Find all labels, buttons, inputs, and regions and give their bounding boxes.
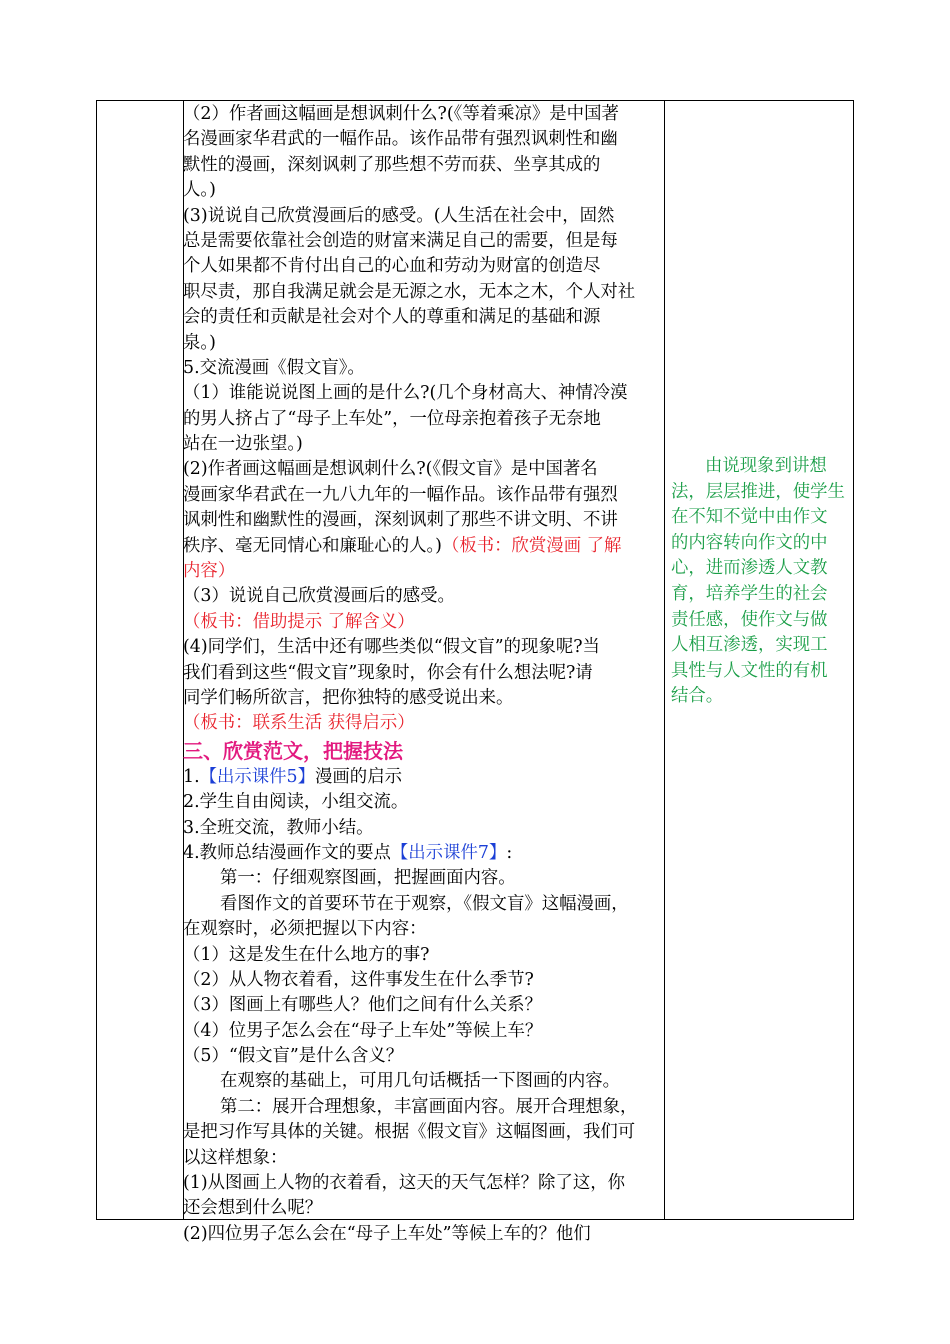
side-note-line: 的内容转向作文的中 bbox=[671, 532, 828, 553]
text-line: （2）从人物衣着看，这件事发生在什么季节? bbox=[183, 969, 534, 990]
courseware-tag: 【出示课件5】 bbox=[199, 766, 316, 787]
text-line: 的男人挤占了“母子上车处”，一位母亲抱着孩子无奈地 bbox=[183, 408, 601, 429]
text-span: 1. bbox=[183, 766, 200, 787]
design-intent-cell bbox=[671, 454, 851, 710]
column-divider-right bbox=[664, 101, 665, 1219]
text-line: 2.学生自由阅读，小组交流。 bbox=[183, 792, 409, 813]
text-line: （5）“假文盲”是什么含义？ bbox=[183, 1046, 404, 1067]
lesson-plan-table bbox=[96, 100, 854, 1244]
side-note-line: 责任感，使作文与做 bbox=[671, 609, 828, 630]
text-line: （2）作者画这幅画是想讽刺什么?(《等着乘凉》是中国著 bbox=[183, 104, 619, 124]
text-line: 在观察的基础上，可用几句话概括一下图画的内容。 bbox=[220, 1071, 620, 1092]
text-line: 默性的漫画，深刻讽刺了那些想不劳而获、坐享其成的 bbox=[183, 154, 601, 175]
text-line: 漫画家华君武在一九八九年的一幅作品。该作品带有强烈 bbox=[183, 484, 618, 505]
text-line: 以这样想象： bbox=[183, 1147, 288, 1168]
text-line: 看图作文的首要环节在于观察，《假文盲》这幅漫画， bbox=[220, 893, 629, 914]
text-line: 站在一边张望。) bbox=[183, 434, 303, 455]
section-heading: 三、欣赏范文，把握技法 bbox=[183, 738, 403, 763]
courseware-tag: 【出示课件7】 bbox=[390, 842, 507, 863]
text-line bbox=[183, 534, 661, 559]
text-line bbox=[183, 765, 661, 790]
text-line: 是把习作写具体的关键。根据《假文盲》这幅图画，我们可 bbox=[183, 1122, 636, 1143]
side-note-line: 在不知不觉中由作文 bbox=[671, 507, 828, 528]
text-line: （4）位男子怎么会在“母子上车处”等候上车？ bbox=[183, 1020, 543, 1041]
side-note-line: 人相互渗透，实现工 bbox=[671, 635, 828, 656]
text-span: : bbox=[506, 842, 513, 863]
text-line: 3.全班交流，教师小结。 bbox=[183, 817, 374, 838]
text-span: 漫画的启示 bbox=[315, 766, 402, 787]
text-line: 第二：展开合理想象，丰富画面内容。展开合理想象， bbox=[220, 1096, 638, 1117]
text-line: 泉。) bbox=[183, 332, 216, 353]
side-note-line: 由说现象到讲想 bbox=[705, 456, 827, 476]
text-line: 讽刺性和幽默性的漫画，深刻讽刺了那些不讲文明、不讲 bbox=[183, 510, 618, 531]
text-line: 5.交流漫画《假文盲》。 bbox=[183, 357, 365, 378]
side-note-line: 具性与人文性的有机 bbox=[671, 660, 828, 681]
side-note-line: 育，培养学生的社会 bbox=[671, 583, 828, 604]
text-line: (2)作者画这幅画是想讽刺什么?(《假文盲》是中国著名 bbox=[183, 459, 598, 480]
text-line: 职尽责，那自我满足就会是无源之水，无本之木，个人对社 bbox=[183, 281, 636, 302]
side-note-line: 心，进而渗透人文教 bbox=[671, 558, 828, 579]
text-line: 在观察时，必须把握以下内容： bbox=[183, 919, 427, 940]
text-line: （1）谁能说说图上画的是什么?(几个身材高大、神情冷漠 bbox=[183, 383, 628, 404]
text-line: (2)四位男子怎么会在“母子上车处”等候上车的？他们 bbox=[183, 1223, 591, 1244]
text-line: 人。) bbox=[183, 180, 216, 201]
text-line: 总是需要依靠社会创造的财富来满足自己的需要，但是每 bbox=[183, 230, 618, 251]
text-line: 我们看到这些“假文盲”现象时，你会有什么想法呢?请 bbox=[183, 662, 593, 683]
text-line: 名漫画家华君武的一幅作品。该作品带有强烈讽刺性和幽 bbox=[183, 129, 618, 150]
text-line: (1)从图画上人物的衣着看，这天的天气怎样？除了这，你 bbox=[183, 1173, 626, 1194]
teaching-process-cell bbox=[183, 102, 661, 1247]
text-line: （3）图画上有哪些人？他们之间有什么关系？ bbox=[183, 995, 542, 1016]
board-note: （板书：借助提示 了解含义） bbox=[183, 611, 415, 632]
board-note: （板书：欣赏漫画 了解 bbox=[441, 535, 622, 556]
text-line: 还会想到什么呢？ bbox=[183, 1198, 323, 1219]
text-line: 个人如果都不肯付出自己的心血和劳动为财富的创造尽 bbox=[183, 256, 601, 277]
text-line: 同学们畅所欲言，把你独特的感受说出来。 bbox=[183, 687, 514, 708]
text-line bbox=[183, 841, 661, 866]
text-line: （1）这是发生在什么地方的事? bbox=[183, 944, 430, 965]
text-span: 秩序、毫无同情心和廉耻心的人。) bbox=[183, 535, 442, 556]
text-line: 第一：仔细观察图画，把握画面内容。 bbox=[220, 868, 516, 889]
board-note: 内容） bbox=[183, 561, 236, 582]
text-line: （3）说说自己欣赏漫画后的感受。 bbox=[183, 586, 455, 607]
text-span: 4.教师总结漫画作文的要点 bbox=[183, 842, 391, 863]
text-line: (4)同学们，生活中还有哪些类似“假文盲”的现象呢?当 bbox=[183, 637, 600, 658]
text-line: (3)说说自己欣赏漫画后的感受。(人生活在社会中，固然 bbox=[183, 205, 615, 226]
side-note-line: 法，层层推进，使学生 bbox=[671, 481, 845, 502]
side-note-line: 结合。 bbox=[671, 686, 724, 707]
text-line: 会的责任和贡献是社会对个人的尊重和满足的基础和源 bbox=[183, 307, 601, 328]
board-note: （板书：联系生活 获得启示） bbox=[183, 713, 415, 734]
